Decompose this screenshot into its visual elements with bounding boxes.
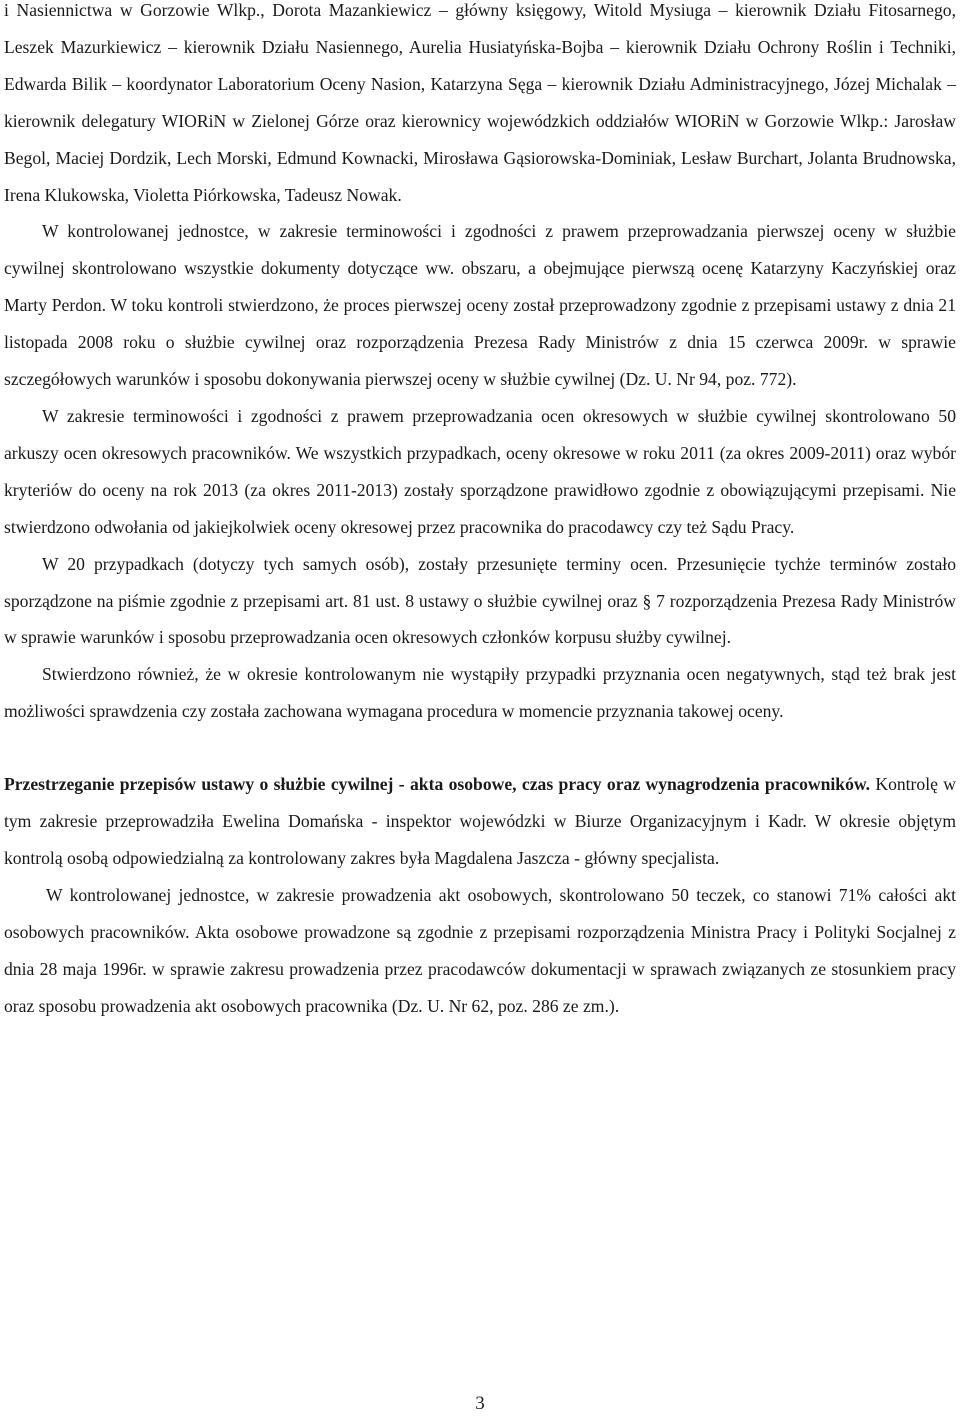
paragraph-files-inspection: W kontrolowanej jednostce, w zakresie prowadzenia akt osobowych, skontrolowano 50 teczek, co stanowi 71% całości akt osobowych pracowników. Akta osobowe prowadzone są zgodnie z przepisami rozporządzenia Ministra Pracy i Polityki Socjalnej z dnia 28 maja 1996r. w sprawie zakresu prowadzenia przez pracodawców dokumentacji w sprawach związanych ze stosunkiem pracy oraz sposobu prowadzenia akt osobowych pracownika (Dz. U. Nr 62, poz. 286 ze zm.). bbox=[4, 884, 956, 1016]
paragraph-periodic-assessment: W zakresie terminowości i zgodności z prawem przeprowadzania ocen okresowych w służbie cywilnej skontrolowano 50 arkuszy ocen okresowych pracowników. We wszystkich przypadkach, oceny okresowe w roku 2011 (za okres 2009-2011) oraz wybór kryteriów do oceny na rok 2013 (za okres 2011-2013) zostały sporządzone prawidłowo zgodnie z obowiązującymi przepisami. Nie stwierdzono odwołania od jakiejkolwiek oceny okresowej przez pracownika do pracodawcy czy też Sądu Pracy. bbox=[4, 405, 956, 537]
paragraph-staff-list: i Nasiennictwa w Gorzowie Wlkp., Dorota Mazankiewicz – główny księgowy, Witold Mysiuga – kierownik Działu Fitosarnego, Leszek Mazurkiewicz – kierownik Działu Nasiennego, Aurelia Husiatyńska-Bojba – kierownik Działu Ochrony Roślin i Techniki, Edwarda Bilik – koordynator Laboratorium Oceny Nasion, Katarzyna Sęga – kierownik Działu Administracyjnego, Józej Michalak – kierownik delegatury WIORiN w Zielonej Górze oraz kierownicy wojewódzkich oddziałów WIORiN w Gorzowie Wlkp.: Jarosław Begol, Maciej Dordzik, Lech Morski, Edmund Kownacki, Mirosława Gąsiorowska-Dominiak, Lesław Burchart, Jolanta Brudnowska, Irena Klukowska, Violetta Piórkowska, Tadeusz Nowak. bbox=[4, 0, 956, 205]
document-page bbox=[4, 0, 956, 1024]
paragraph-first-assessment: W kontrolowanej jednostce, w zakresie terminowości i zgodności z prawem przeprowadzania pierwszej oceny w służbie cywilnej skontrolowano wszystkie dokumenty dotyczące ww. obszaru, a obejmujące pierwszą ocenę Katarzyny Kaczyńskiej oraz Marty Perdon. W toku kontroli stwierdzono, że proces pierwszej oceny został przeprowadzony zgodnie z przepisami ustawy z dnia 21 listopada 2008 roku o służbie cywilnej oraz rozporządzenia Prezesa Rady Ministrów z dnia 15 czerwca 2009r. w sprawie szczegółowych warunków i sposobu dokonywania pierwszej oceny w służbie cywilnej (Dz. U. Nr 94, poz. 772). bbox=[4, 221, 956, 390]
section-heading-continuation: Kontrolę w tym zakresie przeprowadziła Ewelina Domańska - inspektor wojewódzki w Biurze Organizacyjnym i Kadr. W okresie objętym kontrolą osobą odpowiedzialną za kontrolowany zakres była Magdalena Jaszcza - główny specjalista. bbox=[4, 774, 956, 868]
paragraph-postponed-terms: W 20 przypadkach (dotyczy tych samych osób), zostały przesunięte terminy ocen. Przesunięcie tychże terminów zostało sporządzone na piśmie zgodnie z przepisami art. 81 ust. 8 ustawy o służbie cywilnej oraz § 7 rozporządzenia Prezesa Rady Ministrów w sprawie warunków i sposobu przeprowadzania ocen okresowych członków korpusu służby cywilnej. bbox=[4, 553, 956, 648]
paragraph-negative-assessments: Stwierdzono również, że w okresie kontrolowanym nie wystąpiły przypadki przyznania ocen negatywnych, stąd też brak jest możliwości sprawdzenia czy została zachowana wymagana procedura w momencie przyznania takowej oceny. bbox=[4, 664, 956, 722]
page-number: 3 bbox=[475, 1393, 485, 1414]
paragraph-personnel-files bbox=[4, 766, 956, 877]
section-heading: Przestrzeganie przepisów ustawy o służbie cywilnej - akta osobowe, czas pracy oraz wynagrodzenia pracowników. bbox=[4, 774, 870, 795]
